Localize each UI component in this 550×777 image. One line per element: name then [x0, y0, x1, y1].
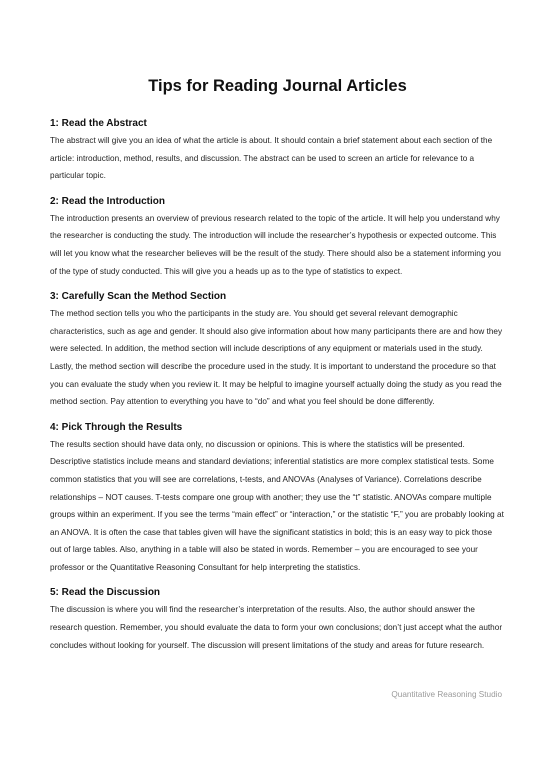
section-read-discussion	[50, 586, 505, 654]
section-body: The abstract will give you an idea of what the article is about. It should contain a brief statement about each section of the article: introduction, method, results, and discussion. The abstract can be used to screen an article for relevance to a particular topic.	[50, 136, 493, 181]
section-read-introduction	[50, 195, 505, 280]
page-footer: Quantitative Reasoning Studio	[391, 690, 502, 699]
section-heading: 5: Read the Discussion	[50, 587, 161, 599]
section-scan-method	[50, 290, 505, 411]
section-pick-results	[50, 421, 505, 577]
document-page	[50, 0, 505, 654]
section-body: The results section should have data only, no discussion or opinions. This is where the statistics will be presented. Descriptive statistics include means and standard deviations; inferential statistics are more complex statistical tests. Some common statistics that you will see are correlations, t-tests, and ANOVAs (Analyses of Variance). Correlations describe relationships – NOT causes. T-tests compare one group with another; they use the “t” statistic. ANOVAs compare multiple groups within an experiment. If you see the terms “main effect” or “interaction,” or the statistic “F,” you are probably looking at an ANOVA. It is often the case that tables given will have the significant statistics in bold; this is an easy way to pick those out of large tables. Also, anything in a table will also be stated in words. Remember – you are encouraged to see your professor or the Quantitative Reasoning Consultant for help interpreting the statistics.	[50, 439, 504, 572]
section-read-abstract	[50, 117, 505, 185]
section-body: The method section tells you who the participants in the study are. You should get several relevant demographic characteristics, such as age and gender. It should also give information about how many participants there are and how they were selected. In addition, the method section will include descriptions of any equipment or materials used in the study. Lastly, the method section will describe the procedure used in the study. It is important to understand the procedure so that you can evaluate the study when you review it. It may be helpful to imagine yourself actually doing the study as you read the method section. Pay attention to everything you have to “do” and what you feel should be done differently.	[50, 309, 503, 407]
section-body: The introduction presents an overview of previous research related to the topic of the article. It will help you understand why the researcher is conducting the study. The introduction will include the researcher’s hypothesis or expected outcome. This will let you know what the researcher believes will be the result of the study. There should also be a statement informing you of the type of study conducted. This will give you a heads up as to the type of statistics to expect.	[50, 213, 501, 276]
section-heading: 4: Pick Through the Results	[50, 421, 183, 433]
section-body: The discussion is where you will find the researcher’s interpretation of the results. Also, the author should answer the research question. Remember, you should evaluate the data to form your own conclusions; don’t just accept what the author concludes without looking for yourself. The discussion will present limitations of the study and areas for future research.	[50, 605, 503, 650]
document-title: Tips for Reading Journal Articles	[148, 77, 407, 95]
section-heading: 2: Read the Introduction	[50, 195, 165, 207]
section-heading: 1: Read the Abstract	[50, 118, 147, 129]
section-heading: 3: Carefully Scan the Method Section	[50, 291, 227, 303]
